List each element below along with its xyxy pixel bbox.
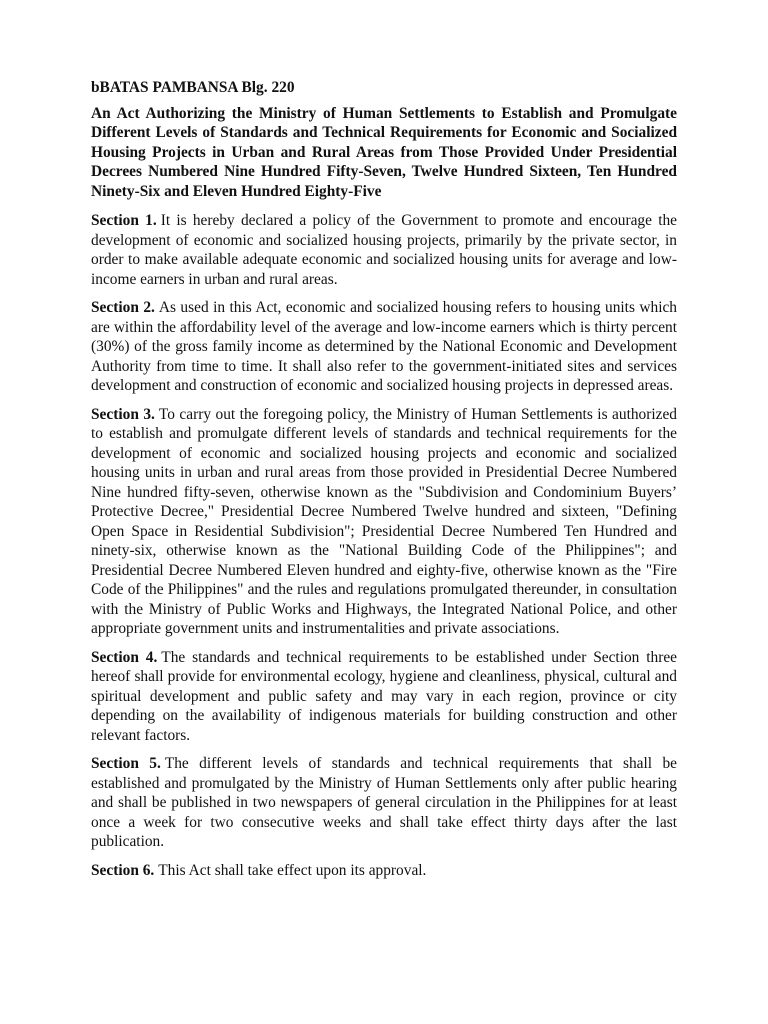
section-label: Section 4. — [91, 648, 158, 666]
section-label: Section 3. — [91, 405, 155, 423]
section-text: The standards and technical requirements to be established under Section three hereof shall provide for environmental ecology, hygiene and cleanliness, physical, cultural and spiritual development and public safety and may vary in each region, province or city depending on the availability of indigenous materials for building construction and other relevant factors. — [91, 648, 677, 744]
section-2 — [91, 298, 677, 396]
section-label: Section 6. — [91, 861, 155, 879]
section-text: As used in this Act, economic and socialized housing refers to housing units which are within the affordability level of the average and low-income earners which is thirty percent (30%) of the gross family income as determined by the National Economic and Development Authority from time to time. It shall also refer to the government-initiated sites and services development and construction of economic and socialized housing projects in depressed areas. — [91, 299, 677, 395]
document-subtitle: An Act Authorizing the Ministry of Human Settlements to Establish and Promulgate Different Levels of Standards and Technical Requirements for Economic and Socialized Housing Projects in Urban and Rural Areas from Those Provided Under Presidential Decrees Numbered Nine Hundred Fifty-Seven, Twelve Hundred Sixteen, Ten Hundred Ninety-Six and Eleven Hundred Eighty-Five — [91, 104, 677, 200]
section-3 — [91, 405, 677, 639]
section-4 — [91, 648, 677, 746]
section-5 — [91, 754, 677, 852]
section-1 — [91, 211, 677, 289]
section-label: Section 5. — [91, 755, 161, 773]
section-6 — [91, 861, 677, 881]
document-page — [91, 78, 677, 889]
section-text: It is hereby declared a policy of the Government to promote and encourage the development of economic and socialized housing projects, primarily by the private sector, in order to make available adequate economic and socialized housing units for average and low-income earners in urban and rural areas. — [91, 212, 677, 288]
section-text: To carry out the foregoing policy, the Ministry of Human Settlements is authorized to establish and promulgate different levels of standards and technical requirements for the development of economic and socialized housing projects and economic and socialized housing units in urban and rural areas from those provided in Presidential Decree Numbered Nine hundred fifty-seven, otherwise known as the "Subdivision and Condominium Buyers’ Protective Decree," Presidential Decree Numbered Twelve hundred and sixteen, "Defining Open Space in Residential Subdivision"; Presidential Decree Numbered Ten Hundred and ninety-six, otherwise known as the "National Building Code of the Philippines"; and Presidential Decree Numbered Eleven hundred and eighty-five, otherwise known as the "Fire Code of the Philippines" and the rules and regulations promulgated thereunder, in consultation with the Ministry of Public Works and Highways, the Integrated National Police, and other appropriate government units and instrumentalities and private associations. — [91, 405, 677, 638]
section-text: This Act shall take effect upon its approval. — [158, 861, 427, 879]
section-label: Section 2. — [91, 299, 155, 317]
document-title: bBATAS PAMBANSA Blg. 220 — [91, 79, 295, 96]
section-label: Section 1. — [91, 212, 157, 230]
section-text: The different levels of standards and technical requirements that shall be established and promulgated by the Ministry of Human Settlements only after public hearing and shall be published in two newspapers of general circulation in the Philippines for at least once a week for two consecutive weeks and shall take effect thirty days after the last publication. — [91, 755, 677, 851]
